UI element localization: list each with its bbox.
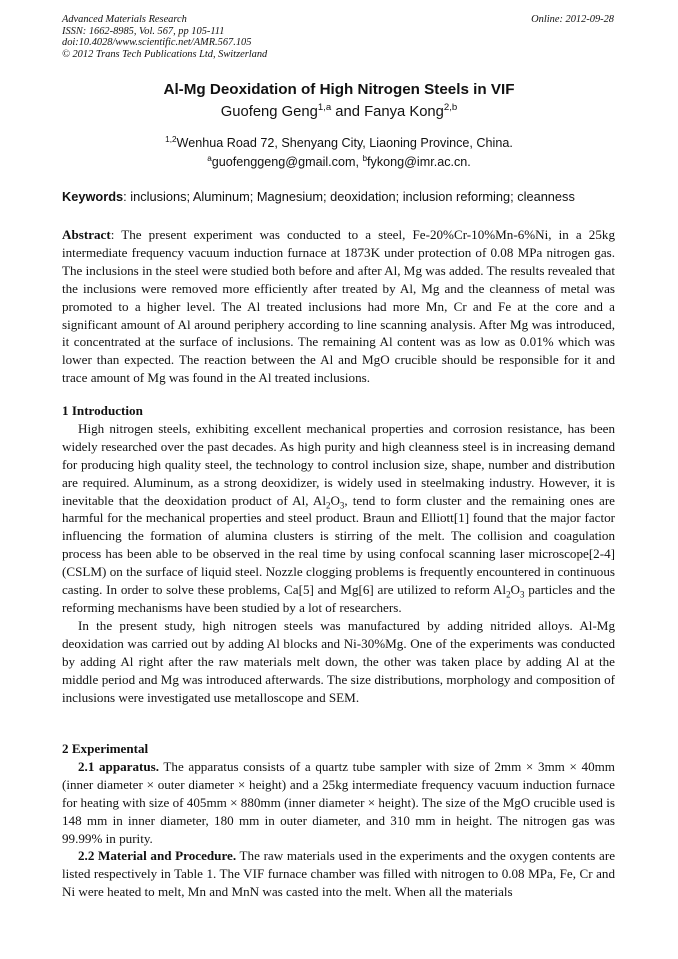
intro-p1-sub-3: 2 bbox=[506, 589, 511, 600]
online-date: Online: 2012-09-28 bbox=[531, 14, 614, 25]
intro-p1-sub-2: 3 bbox=[339, 500, 345, 511]
intro-p1-part-d: O bbox=[510, 582, 520, 598]
affiliation bbox=[0, 136, 678, 150]
email-line bbox=[0, 155, 678, 169]
experimental-heading: 2 Experimental bbox=[62, 741, 149, 756]
affiliation-text: Wenhua Road 72, Shenyang City, Liaoning Province, China. bbox=[176, 136, 513, 150]
copyright-line: © 2012 Trans Tech Publications Ltd, Switzerland bbox=[62, 48, 268, 60]
journal-name: Advanced Materials Research bbox=[62, 14, 187, 25]
experimental-section bbox=[62, 740, 615, 901]
intro-p1-sub-4: 3 bbox=[519, 589, 525, 600]
abstract bbox=[62, 226, 615, 387]
doi-line[interactable]: doi:10.4028/www.scientific.net/AMR.567.105 bbox=[62, 37, 252, 49]
intro-p1-part-b: O bbox=[330, 492, 340, 508]
email-a-superscript: a bbox=[207, 153, 212, 163]
issn-line: ISSN: 1662-8985, Vol. 567, pp 105-111 bbox=[62, 25, 225, 37]
paper-title: Al-Mg Deoxidation of High Nitrogen Steels in VIF bbox=[163, 81, 515, 98]
introduction-section bbox=[62, 402, 615, 706]
author-1-superscript: 1,a bbox=[317, 102, 332, 114]
author-1: Guofeng Geng bbox=[220, 104, 318, 120]
journal-header bbox=[62, 14, 267, 60]
abstract-label: Abstract bbox=[62, 227, 111, 242]
abstract-text: : The present experiment was conducted to a steel, Fe-20%Cr-10%Mn-6%Ni, in a 25kg intermediate frequency vacuum induction furnace at 1873K under protection of 0.08 MPa nitrogen gas. The inclusions in the steel were studied both before and after Al, Mg was added. The results revealed that the inclusions were removed more efficiently after treated by Al, Mg and the cleanness of metal was promoted to a higher level. The Al treated inclusions had more Mn, Cr and Fe at the core and a significant amount of Al around periphery according to line scanning analysis. After Mg was introduced, it concentrated at the surface of inclusions. The remaining Al content was as low as 0.01% which was lower than expected. The reaction between the Al and MgO crucible should be responsible for it and trace amount of Mg was found in the Al treated inclusions. bbox=[62, 227, 615, 386]
introduction-paragraph-1 bbox=[62, 420, 615, 617]
procedure-text: The raw materials used in the experiments and the oxygen contents are listed respectively in Table 1. The VIF furnace chamber was filled with nitrogen to 0.08 MPa, Fe, Cr and Ni were heated to melt, Mn and MnN was casted into the melt. When all the materials bbox=[62, 848, 615, 900]
keywords-label: Keywords bbox=[62, 189, 124, 204]
intro-p1-part-c: , tend to form cluster and the remaining ones are harmful for the mechanical properties and steel product. Braun and Elliott[1] found that the major factor influencing the formation of alumina clusters is stirring of the melt. The collision and coagulation process has been able to be observed in the real time by using confocal scanning laser microscope[2-4] (CSLM) on the surface of liquid steel. Nozzle clogging problems is frequently encountered in continuous casting. In order to solve these problems, Ca[5] and Mg[6] are utilized to reform Al bbox=[62, 492, 615, 598]
introduction-paragraph-2: In the present study, high nitrogen steels was manufactured by adding nitrided alloys. Al-Mg deoxidation was carried out by adding Al blocks and Ni-30%Mg. One of the experiments was conducted by adding Al right after the raw materials melt down, the other was taken place by adding Al at the middle period and Mg was introduced afterwards. The size distributions, morphology and composition of inclusions were investigated use metalloscope and SEM. bbox=[62, 617, 615, 705]
keywords bbox=[62, 189, 616, 204]
intro-p1-part-e: particles and the reforming mechanisms have been studied by a lot of researchers. bbox=[62, 582, 616, 615]
keywords-text: : inclusions; Aluminum; Magnesium; deoxidation; inclusion reforming; cleanness bbox=[123, 189, 575, 204]
apparatus-paragraph bbox=[62, 758, 615, 848]
introduction-heading: 1 Introduction bbox=[62, 403, 143, 418]
email-b[interactable]: fykong@imr.ac.cn. bbox=[367, 155, 471, 169]
apparatus-label: 2.1 apparatus. bbox=[78, 758, 160, 774]
affiliation-superscript: 1,2 bbox=[165, 134, 177, 144]
apparatus-text: The apparatus consists of a quartz tube sampler with size of 2mm × 3mm × 40mm (inner diameter × outer diameter × height) and a 25kg intermediate frequency vacuum induction furnace for heating with size of 405mm × 880mm (inner diameter × height). The size of the MgO crucible used is 148 mm in inner diameter, 180 mm in outer diameter, and 310 mm in height. The nitrogen gas was 99.99% in purity. bbox=[62, 758, 615, 846]
email-a[interactable]: guofenggeng@gmail.com, bbox=[211, 155, 363, 169]
procedure-label: 2.2 Material and Procedure. bbox=[78, 848, 237, 864]
intro-p1-sub-1: 2 bbox=[326, 500, 331, 511]
author-2: Fanya Kong bbox=[364, 104, 444, 120]
intro-p1-part-a: High nitrogen steels, exhibiting excellent mechanical properties and corrosion resistance, has been widely researched over the past decades. As high purity and high cleanness steel is in increasing demand for producing high quality steel, the technology to control inclusion size, shape, number and distribution are required. Aluminum, as a strong deoxidizer, is widely used in steelmaking industry. However, it is inevitable that the deoxidation product of Al, Al bbox=[62, 420, 615, 508]
author-2-superscript: 2,b bbox=[443, 102, 458, 114]
author-line bbox=[0, 104, 678, 120]
abstract-paragraph bbox=[62, 226, 615, 387]
procedure-paragraph bbox=[62, 847, 615, 901]
author-conjunction: and bbox=[331, 104, 365, 120]
email-b-superscript: b bbox=[362, 153, 368, 163]
